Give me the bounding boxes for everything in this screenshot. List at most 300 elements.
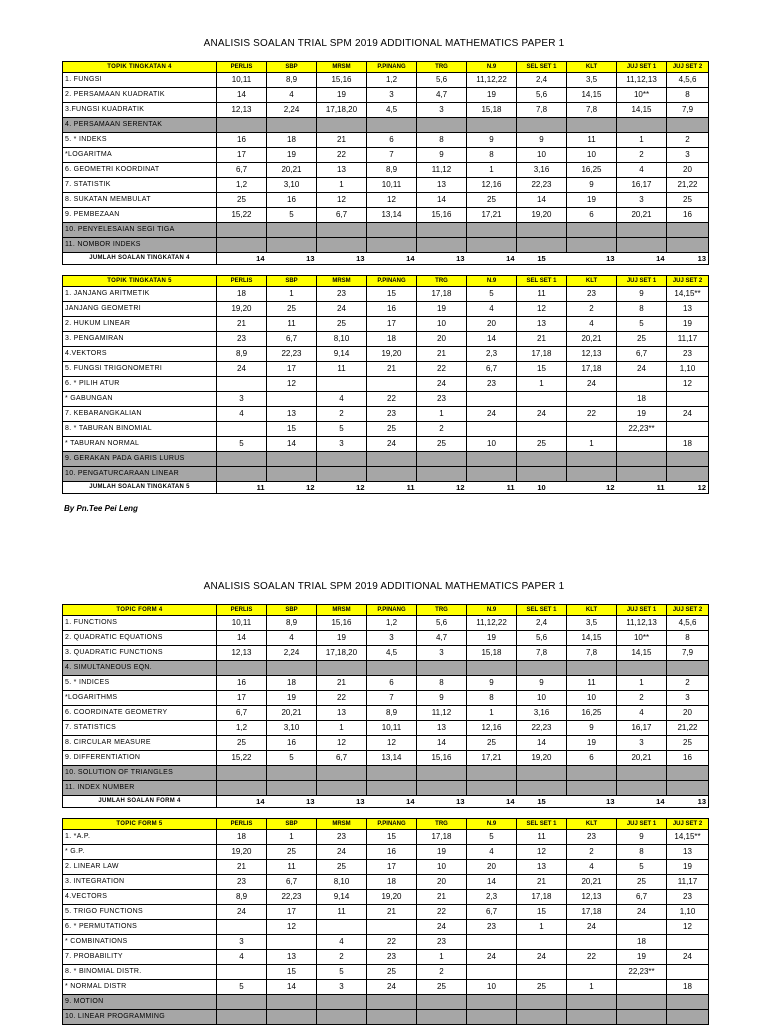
question-cell: 11,12,13 <box>617 73 667 88</box>
total-cell: 13 <box>417 253 467 265</box>
question-cell <box>567 965 617 980</box>
question-cell: 3 <box>617 193 667 208</box>
topic-cell: 11. INDEX NUMBER <box>63 781 217 796</box>
question-cell <box>667 238 709 253</box>
question-cell <box>467 452 517 467</box>
page-title-english: ANALISIS SOALAN TRIAL SPM 2019 ADDITIONAL MATHEMATICS PAPER 1 <box>203 581 565 592</box>
table-row <box>63 422 709 437</box>
question-cell: 2,4 <box>517 616 567 631</box>
question-cell: 15 <box>517 905 567 920</box>
question-cell: 16 <box>667 751 709 766</box>
question-cell: 1 <box>517 377 567 392</box>
topic-cell: 6. * PILIH ATUR <box>63 377 217 392</box>
question-cell: 1 <box>467 706 517 721</box>
question-cell: 16,17 <box>617 721 667 736</box>
question-cell: 11 <box>517 287 567 302</box>
topic-cell: 8. * TABURAN BINOMIAL <box>63 422 217 437</box>
question-cell <box>467 935 517 950</box>
question-cell <box>667 452 709 467</box>
question-cell <box>467 995 517 1010</box>
question-cell: 24 <box>217 362 267 377</box>
table-row <box>63 452 709 467</box>
question-cell: 8 <box>417 133 467 148</box>
question-cell <box>667 965 709 980</box>
question-cell <box>267 238 317 253</box>
table-row <box>63 631 709 646</box>
table-row <box>63 178 709 193</box>
question-cell: 22 <box>567 950 617 965</box>
question-cell: 12 <box>267 920 317 935</box>
question-cell: 24 <box>667 950 709 965</box>
question-cell: 19 <box>617 950 667 965</box>
question-cell: 10,11 <box>367 721 417 736</box>
question-cell: 3 <box>667 148 709 163</box>
total-cell: 13 <box>667 253 709 265</box>
question-cell: 19 <box>617 407 667 422</box>
question-cell: 6,7 <box>267 332 317 347</box>
question-cell: 13,14 <box>367 751 417 766</box>
question-cell: 2 <box>417 422 467 437</box>
question-cell: 13 <box>667 845 709 860</box>
question-cell: 15 <box>267 422 317 437</box>
table-row <box>63 766 709 781</box>
question-cell: 25 <box>217 736 267 751</box>
question-cell: 22 <box>367 935 417 950</box>
question-cell <box>467 392 517 407</box>
question-cell: 1,10 <box>667 362 709 377</box>
question-cell: 23 <box>417 935 467 950</box>
table-row <box>63 721 709 736</box>
question-cell: 15,16 <box>417 208 467 223</box>
question-cell: 22,23** <box>617 422 667 437</box>
question-cell: 13 <box>317 163 367 178</box>
column-header: SEL SET 1 <box>517 276 567 287</box>
question-cell: 25 <box>367 965 417 980</box>
table-row <box>63 920 709 935</box>
question-cell: 10** <box>617 88 667 103</box>
total-cell: 14 <box>217 253 267 265</box>
question-cell: 5 <box>267 208 317 223</box>
question-cell: 9 <box>517 676 567 691</box>
question-cell: 7,8 <box>567 646 617 661</box>
question-cell <box>267 781 317 796</box>
question-cell: 4 <box>267 631 317 646</box>
question-cell: 14 <box>467 332 517 347</box>
table-row <box>63 935 709 950</box>
total-cell: 13 <box>317 796 367 808</box>
question-cell: 3,10 <box>267 178 317 193</box>
question-cell <box>367 452 417 467</box>
question-cell: 7,8 <box>517 103 567 118</box>
question-cell: 12,16 <box>467 721 517 736</box>
column-header: N.9 <box>467 819 517 830</box>
question-cell <box>267 452 317 467</box>
question-cell: 2 <box>317 950 367 965</box>
total-cell: 15 <box>517 253 567 265</box>
question-cell: 8,9 <box>367 706 417 721</box>
question-cell: 6,7 <box>317 208 367 223</box>
question-cell: 16 <box>367 845 417 860</box>
analysis-table-form4-malay <box>62 61 709 265</box>
question-cell: 15,18 <box>467 103 517 118</box>
question-cell: 14 <box>517 736 567 751</box>
question-cell <box>317 920 367 935</box>
question-cell: 3 <box>417 646 467 661</box>
question-cell: 1 <box>417 407 467 422</box>
question-cell <box>367 1010 417 1025</box>
total-cell: 12 <box>667 482 709 494</box>
question-cell: 4 <box>267 88 317 103</box>
question-cell: 12 <box>667 377 709 392</box>
question-cell: 20 <box>417 332 467 347</box>
question-cell: 7 <box>367 691 417 706</box>
question-cell: 1 <box>617 133 667 148</box>
total-cell: 13 <box>267 253 317 265</box>
question-cell: 1 <box>567 980 617 995</box>
question-cell: 24 <box>217 905 267 920</box>
question-cell: 18 <box>667 437 709 452</box>
question-cell: 16,25 <box>567 163 617 178</box>
question-cell <box>367 920 417 935</box>
question-cell: 13 <box>417 721 467 736</box>
question-cell: 5 <box>467 287 517 302</box>
question-cell: 14,15 <box>617 646 667 661</box>
question-cell <box>317 1010 367 1025</box>
table-row <box>63 890 709 905</box>
column-header: SBP <box>267 605 317 616</box>
question-cell: 10** <box>617 631 667 646</box>
column-header: P.PINANG <box>367 819 417 830</box>
question-cell: 10 <box>517 148 567 163</box>
question-cell: 21 <box>417 890 467 905</box>
question-cell <box>417 995 467 1010</box>
question-cell <box>267 766 317 781</box>
question-cell: 24 <box>317 845 367 860</box>
question-cell: 12,13 <box>217 103 267 118</box>
question-cell: 4 <box>567 860 617 875</box>
total-label: JUMLAH SOALAN TINGKATAN 4 <box>63 253 217 265</box>
table-row <box>63 332 709 347</box>
question-cell: 25 <box>467 736 517 751</box>
question-cell <box>667 661 709 676</box>
question-cell: 22 <box>317 148 367 163</box>
question-cell: 5 <box>317 422 367 437</box>
question-cell <box>317 995 367 1010</box>
question-cell: 4,7 <box>417 88 467 103</box>
question-cell <box>567 422 617 437</box>
question-cell: 13 <box>267 407 317 422</box>
question-cell: 9 <box>567 178 617 193</box>
question-cell: 3 <box>417 103 467 118</box>
column-header: KLT <box>567 276 617 287</box>
question-cell <box>417 1010 467 1025</box>
question-cell: 14 <box>217 631 267 646</box>
question-cell: 17,18 <box>517 347 567 362</box>
question-cell: 8 <box>667 631 709 646</box>
question-cell: 18 <box>367 332 417 347</box>
question-cell: 7,9 <box>667 646 709 661</box>
question-cell <box>517 661 567 676</box>
header-row <box>63 819 709 830</box>
author-credit: By Pn.Tee Pei Leng <box>64 504 138 513</box>
question-cell: 5 <box>217 980 267 995</box>
question-cell: 22,23** <box>617 965 667 980</box>
topic-header: TOPIK TINGKATAN 4 <box>63 62 217 73</box>
question-cell: 22 <box>367 392 417 407</box>
column-header: SEL SET 1 <box>517 62 567 73</box>
question-cell: 17,18,20 <box>317 646 367 661</box>
question-cell: 8,9 <box>217 890 267 905</box>
question-cell: 3,16 <box>517 706 567 721</box>
question-cell <box>217 238 267 253</box>
question-cell <box>317 377 367 392</box>
question-cell <box>467 1010 517 1025</box>
question-cell: 12 <box>317 736 367 751</box>
topic-cell: 6. GEOMETRI KOORDINAT <box>63 163 217 178</box>
question-cell: 4 <box>617 163 667 178</box>
question-cell: 11 <box>317 362 367 377</box>
question-cell: 1 <box>467 163 517 178</box>
question-cell <box>667 223 709 238</box>
question-cell <box>367 467 417 482</box>
total-cell: 14 <box>617 253 667 265</box>
total-label: JUMLAH SOALAN TINGKATAN 5 <box>63 482 217 494</box>
total-label: JUMLAH SOALAN FORM 4 <box>63 796 217 808</box>
question-cell <box>217 467 267 482</box>
question-cell <box>667 118 709 133</box>
question-cell: 19 <box>667 317 709 332</box>
question-cell: 1 <box>617 676 667 691</box>
question-cell <box>617 995 667 1010</box>
question-cell: 1 <box>317 721 367 736</box>
question-cell: 21,22 <box>667 721 709 736</box>
question-cell <box>517 995 567 1010</box>
question-cell <box>517 1010 567 1025</box>
question-cell <box>367 661 417 676</box>
question-cell <box>617 118 667 133</box>
question-cell: 21 <box>217 317 267 332</box>
question-cell: 18 <box>267 676 317 691</box>
question-cell <box>567 781 617 796</box>
topic-cell: 4.VEKTORS <box>63 347 217 362</box>
table-row <box>63 317 709 332</box>
topic-cell: 9. MOTION <box>63 995 217 1010</box>
question-cell <box>417 223 467 238</box>
topic-cell: 1. FUNCTIONS <box>63 616 217 631</box>
topic-cell: *LOGARITHMS <box>63 691 217 706</box>
question-cell <box>367 766 417 781</box>
question-cell: 21 <box>517 332 567 347</box>
question-cell: 19,20 <box>217 302 267 317</box>
column-header: JUJ SET 1 <box>617 605 667 616</box>
question-cell: 23 <box>417 392 467 407</box>
question-cell: 10,11 <box>217 73 267 88</box>
question-cell <box>467 661 517 676</box>
question-cell <box>417 766 467 781</box>
question-cell <box>517 118 567 133</box>
question-cell: 4 <box>467 302 517 317</box>
question-cell: 19 <box>267 148 317 163</box>
question-cell: 9 <box>617 830 667 845</box>
question-cell: 12 <box>517 845 567 860</box>
topic-cell: * NORMAL DISTR <box>63 980 217 995</box>
question-cell <box>417 781 467 796</box>
question-cell: 8 <box>467 148 517 163</box>
question-cell: 7,8 <box>567 103 617 118</box>
header-row <box>63 62 709 73</box>
question-cell: 20,21 <box>267 706 317 721</box>
topic-cell: 10. PENGATURCARAAN LINEAR <box>63 467 217 482</box>
question-cell: 23 <box>667 347 709 362</box>
question-cell: 9 <box>617 287 667 302</box>
question-cell <box>517 781 567 796</box>
column-header: MRSM <box>317 819 367 830</box>
question-cell <box>617 661 667 676</box>
question-cell: 11,12,13 <box>617 616 667 631</box>
total-cell: 13 <box>417 796 467 808</box>
question-cell <box>517 422 567 437</box>
total-row <box>63 796 709 808</box>
topic-cell: *LOGARITMA <box>63 148 217 163</box>
topic-cell: 7. STATISTIK <box>63 178 217 193</box>
question-cell <box>517 392 567 407</box>
question-cell <box>217 223 267 238</box>
question-cell <box>517 766 567 781</box>
total-cell: 12 <box>317 482 367 494</box>
question-cell: 19 <box>417 845 467 860</box>
question-cell <box>617 980 667 995</box>
question-cell: 5 <box>617 317 667 332</box>
question-cell: 16 <box>267 736 317 751</box>
question-cell: 15,16 <box>417 751 467 766</box>
question-cell: 19 <box>467 631 517 646</box>
question-cell <box>617 781 667 796</box>
question-cell <box>317 238 367 253</box>
question-cell <box>267 118 317 133</box>
question-cell: 25 <box>317 317 367 332</box>
table-row <box>63 905 709 920</box>
question-cell <box>667 422 709 437</box>
table-row <box>63 691 709 706</box>
table-row <box>63 980 709 995</box>
question-cell: 3 <box>367 631 417 646</box>
question-cell: 18 <box>617 392 667 407</box>
question-cell: 14,15** <box>667 830 709 845</box>
table-row <box>63 347 709 362</box>
question-cell: 23 <box>367 950 417 965</box>
analysis-table-form5-english <box>62 818 709 1025</box>
question-cell: 24 <box>567 920 617 935</box>
question-cell: 17 <box>367 317 417 332</box>
question-cell: 12 <box>367 193 417 208</box>
total-cell: 12 <box>417 482 467 494</box>
question-cell: 14 <box>417 736 467 751</box>
question-cell: 21 <box>317 676 367 691</box>
question-cell: 10 <box>467 980 517 995</box>
total-cell: 14 <box>467 796 517 808</box>
question-cell: 8 <box>667 88 709 103</box>
table-row <box>63 88 709 103</box>
total-cell: 14 <box>367 253 417 265</box>
question-cell: 2 <box>417 965 467 980</box>
question-cell: 14 <box>217 88 267 103</box>
question-cell <box>467 467 517 482</box>
question-cell <box>567 995 617 1010</box>
topic-cell: 9. DIFFERENTIATION <box>63 751 217 766</box>
question-cell: 18 <box>367 875 417 890</box>
question-cell: 3 <box>617 736 667 751</box>
question-cell <box>267 223 317 238</box>
table-row <box>63 706 709 721</box>
question-cell <box>367 377 417 392</box>
column-header: N.9 <box>467 276 517 287</box>
question-cell: 20,21 <box>617 208 667 223</box>
question-cell: 25 <box>517 437 567 452</box>
table-row <box>63 407 709 422</box>
question-cell: 15,18 <box>467 646 517 661</box>
question-cell: 24 <box>367 437 417 452</box>
question-cell: 9 <box>417 148 467 163</box>
question-cell: 20,21 <box>617 751 667 766</box>
question-cell: 18 <box>217 830 267 845</box>
total-row <box>63 482 709 494</box>
question-cell <box>617 238 667 253</box>
question-cell: 23 <box>567 830 617 845</box>
question-cell: 10,11 <box>367 178 417 193</box>
question-cell: 19 <box>667 860 709 875</box>
question-cell: 2 <box>567 845 617 860</box>
question-cell <box>217 766 267 781</box>
question-cell: 8,9 <box>217 347 267 362</box>
question-cell <box>317 661 367 676</box>
question-cell: 1,10 <box>667 905 709 920</box>
question-cell: 2 <box>667 133 709 148</box>
table-row <box>63 661 709 676</box>
question-cell: 3,5 <box>567 616 617 631</box>
question-cell: 20 <box>467 860 517 875</box>
question-cell: 8,9 <box>267 73 317 88</box>
question-cell: 22,23 <box>517 721 567 736</box>
topic-cell: 6. COORDINATE GEOMETRY <box>63 706 217 721</box>
question-cell <box>567 392 617 407</box>
question-cell <box>667 467 709 482</box>
topic-header: TOPIC FORM 5 <box>63 819 217 830</box>
question-cell: 25 <box>417 437 467 452</box>
question-cell <box>617 920 667 935</box>
question-cell: 3 <box>217 935 267 950</box>
question-cell <box>417 118 467 133</box>
question-cell <box>467 781 517 796</box>
question-cell: 15,22 <box>217 751 267 766</box>
question-cell: 14 <box>417 193 467 208</box>
question-cell <box>667 392 709 407</box>
question-cell: 22,23 <box>267 347 317 362</box>
question-cell <box>267 1010 317 1025</box>
question-cell: 1 <box>517 920 567 935</box>
question-cell <box>367 995 417 1010</box>
question-cell <box>217 995 267 1010</box>
topic-cell: * COMBINATIONS <box>63 935 217 950</box>
column-header: SBP <box>267 62 317 73</box>
topic-cell: 2. PERSAMAAN KUADRATIK <box>63 88 217 103</box>
total-cell: 12 <box>267 482 317 494</box>
table-row <box>63 676 709 691</box>
question-cell: 16 <box>267 193 317 208</box>
question-cell <box>267 661 317 676</box>
question-cell: 21 <box>367 362 417 377</box>
question-cell: 5,6 <box>417 616 467 631</box>
question-cell: 22 <box>317 691 367 706</box>
